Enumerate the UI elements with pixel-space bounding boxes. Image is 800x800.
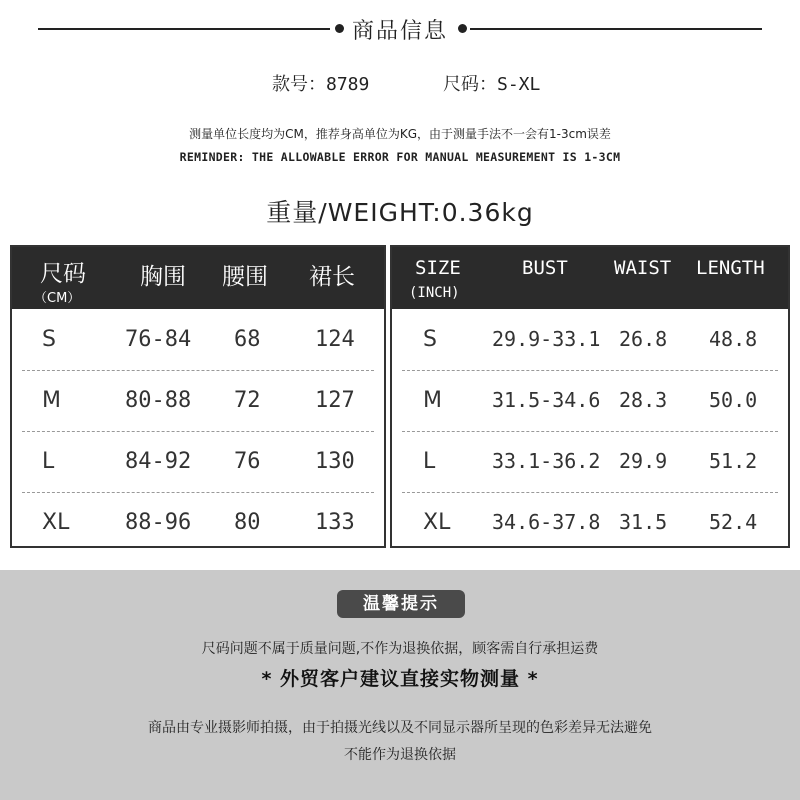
cell-bust: 33.1-36.2 [492,449,601,473]
cell-length: 52.4 [709,510,758,534]
header-bust: 胸围 [140,264,186,290]
cell-bust: 29.9-33.1 [492,327,601,351]
cell-waist: 28.3 [619,388,668,412]
section-title: 商品信息 [351,19,448,44]
header-length: LENGTH [696,257,765,279]
cell-bust: 31.5-34.6 [492,388,601,412]
cell-bust: 80-88 [125,388,192,413]
notice-line-1: 尺码问题不属于质量问题,不作为退换依据，顾客需自行承担运费 [201,641,599,657]
cell-length: 48.8 [709,327,758,351]
notice-badge: 温馨提示 [337,590,465,618]
cell-bust: 84-92 [125,449,192,474]
cell-size: M [423,388,442,413]
header-size: 尺码 [40,261,86,287]
cell-size: XL [42,510,70,535]
cell-waist: 31.5 [619,510,668,534]
table-row [12,492,384,553]
header-waist: WAIST [614,257,672,279]
table-row [12,431,384,492]
cell-length: 50.0 [709,388,758,412]
header-waist: 腰围 [222,264,268,290]
row-divider [402,431,778,432]
cell-size: S [423,327,437,352]
cell-waist: 80 [234,510,261,535]
table-row [392,492,788,553]
cell-size: M [42,388,61,413]
row-divider [22,370,374,371]
cell-waist: 76 [234,449,261,474]
measurement-note-en: REMINDER: THE ALLOWABLE ERROR FOR MANUAL MEASUREMENT IS 1-3CM [179,150,621,164]
row-divider [22,492,374,493]
header-size-unit: （CM） [34,291,81,306]
cell-waist: 72 [234,388,261,413]
cell-length: 133 [315,510,355,535]
size-range: 尺码：S-XL [443,74,541,95]
cell-size: L [423,449,436,474]
cell-bust: 34.6-37.8 [492,510,601,534]
cell-size: XL [423,510,451,535]
table-header [12,247,384,309]
cell-length: 124 [315,327,355,352]
cell-bust: 76-84 [125,327,192,352]
table-row [392,309,788,370]
notice-line-3: 商品由专业摄影师拍摄，由于拍摄光线以及不同显示器所呈现的色彩差异无法避免 [148,720,652,736]
table-row [12,309,384,370]
cell-length: 130 [315,449,355,474]
size-table-cm [10,245,386,548]
table-row [392,370,788,431]
cell-size: L [42,449,55,474]
style-number: 款号：8789 [272,74,370,95]
header-dot-right [458,24,467,33]
row-divider [402,492,778,493]
header-bust: BUST [522,257,568,279]
cell-waist: 29.9 [619,449,668,473]
cell-length: 51.2 [709,449,758,473]
table-header [392,247,788,309]
cell-size: S [42,327,56,352]
notice-line-4: 不能作为退换依据 [344,747,456,763]
row-divider [22,431,374,432]
cell-length: 127 [315,388,355,413]
size-table-inch [390,245,790,548]
cell-bust: 88-96 [125,510,192,535]
cell-waist: 26.8 [619,327,668,351]
table-row [392,431,788,492]
table-row [12,370,384,431]
cell-waist: 68 [234,327,261,352]
header-rule-right [470,28,762,30]
row-divider [402,370,778,371]
header-length: 裙长 [309,264,355,290]
header-size-unit: (INCH) [409,285,460,301]
notice-line-2: * 外贸客户建议直接实物测量 * [261,668,539,690]
header-size: SIZE [415,257,461,279]
measurement-note-cn: 测量单位长度均为CM，推荐身高单位为KG，由于测量手法不一会有1-3cm误差 [189,127,611,141]
product-weight: 重量/WEIGHT:0.36kg [266,198,534,227]
